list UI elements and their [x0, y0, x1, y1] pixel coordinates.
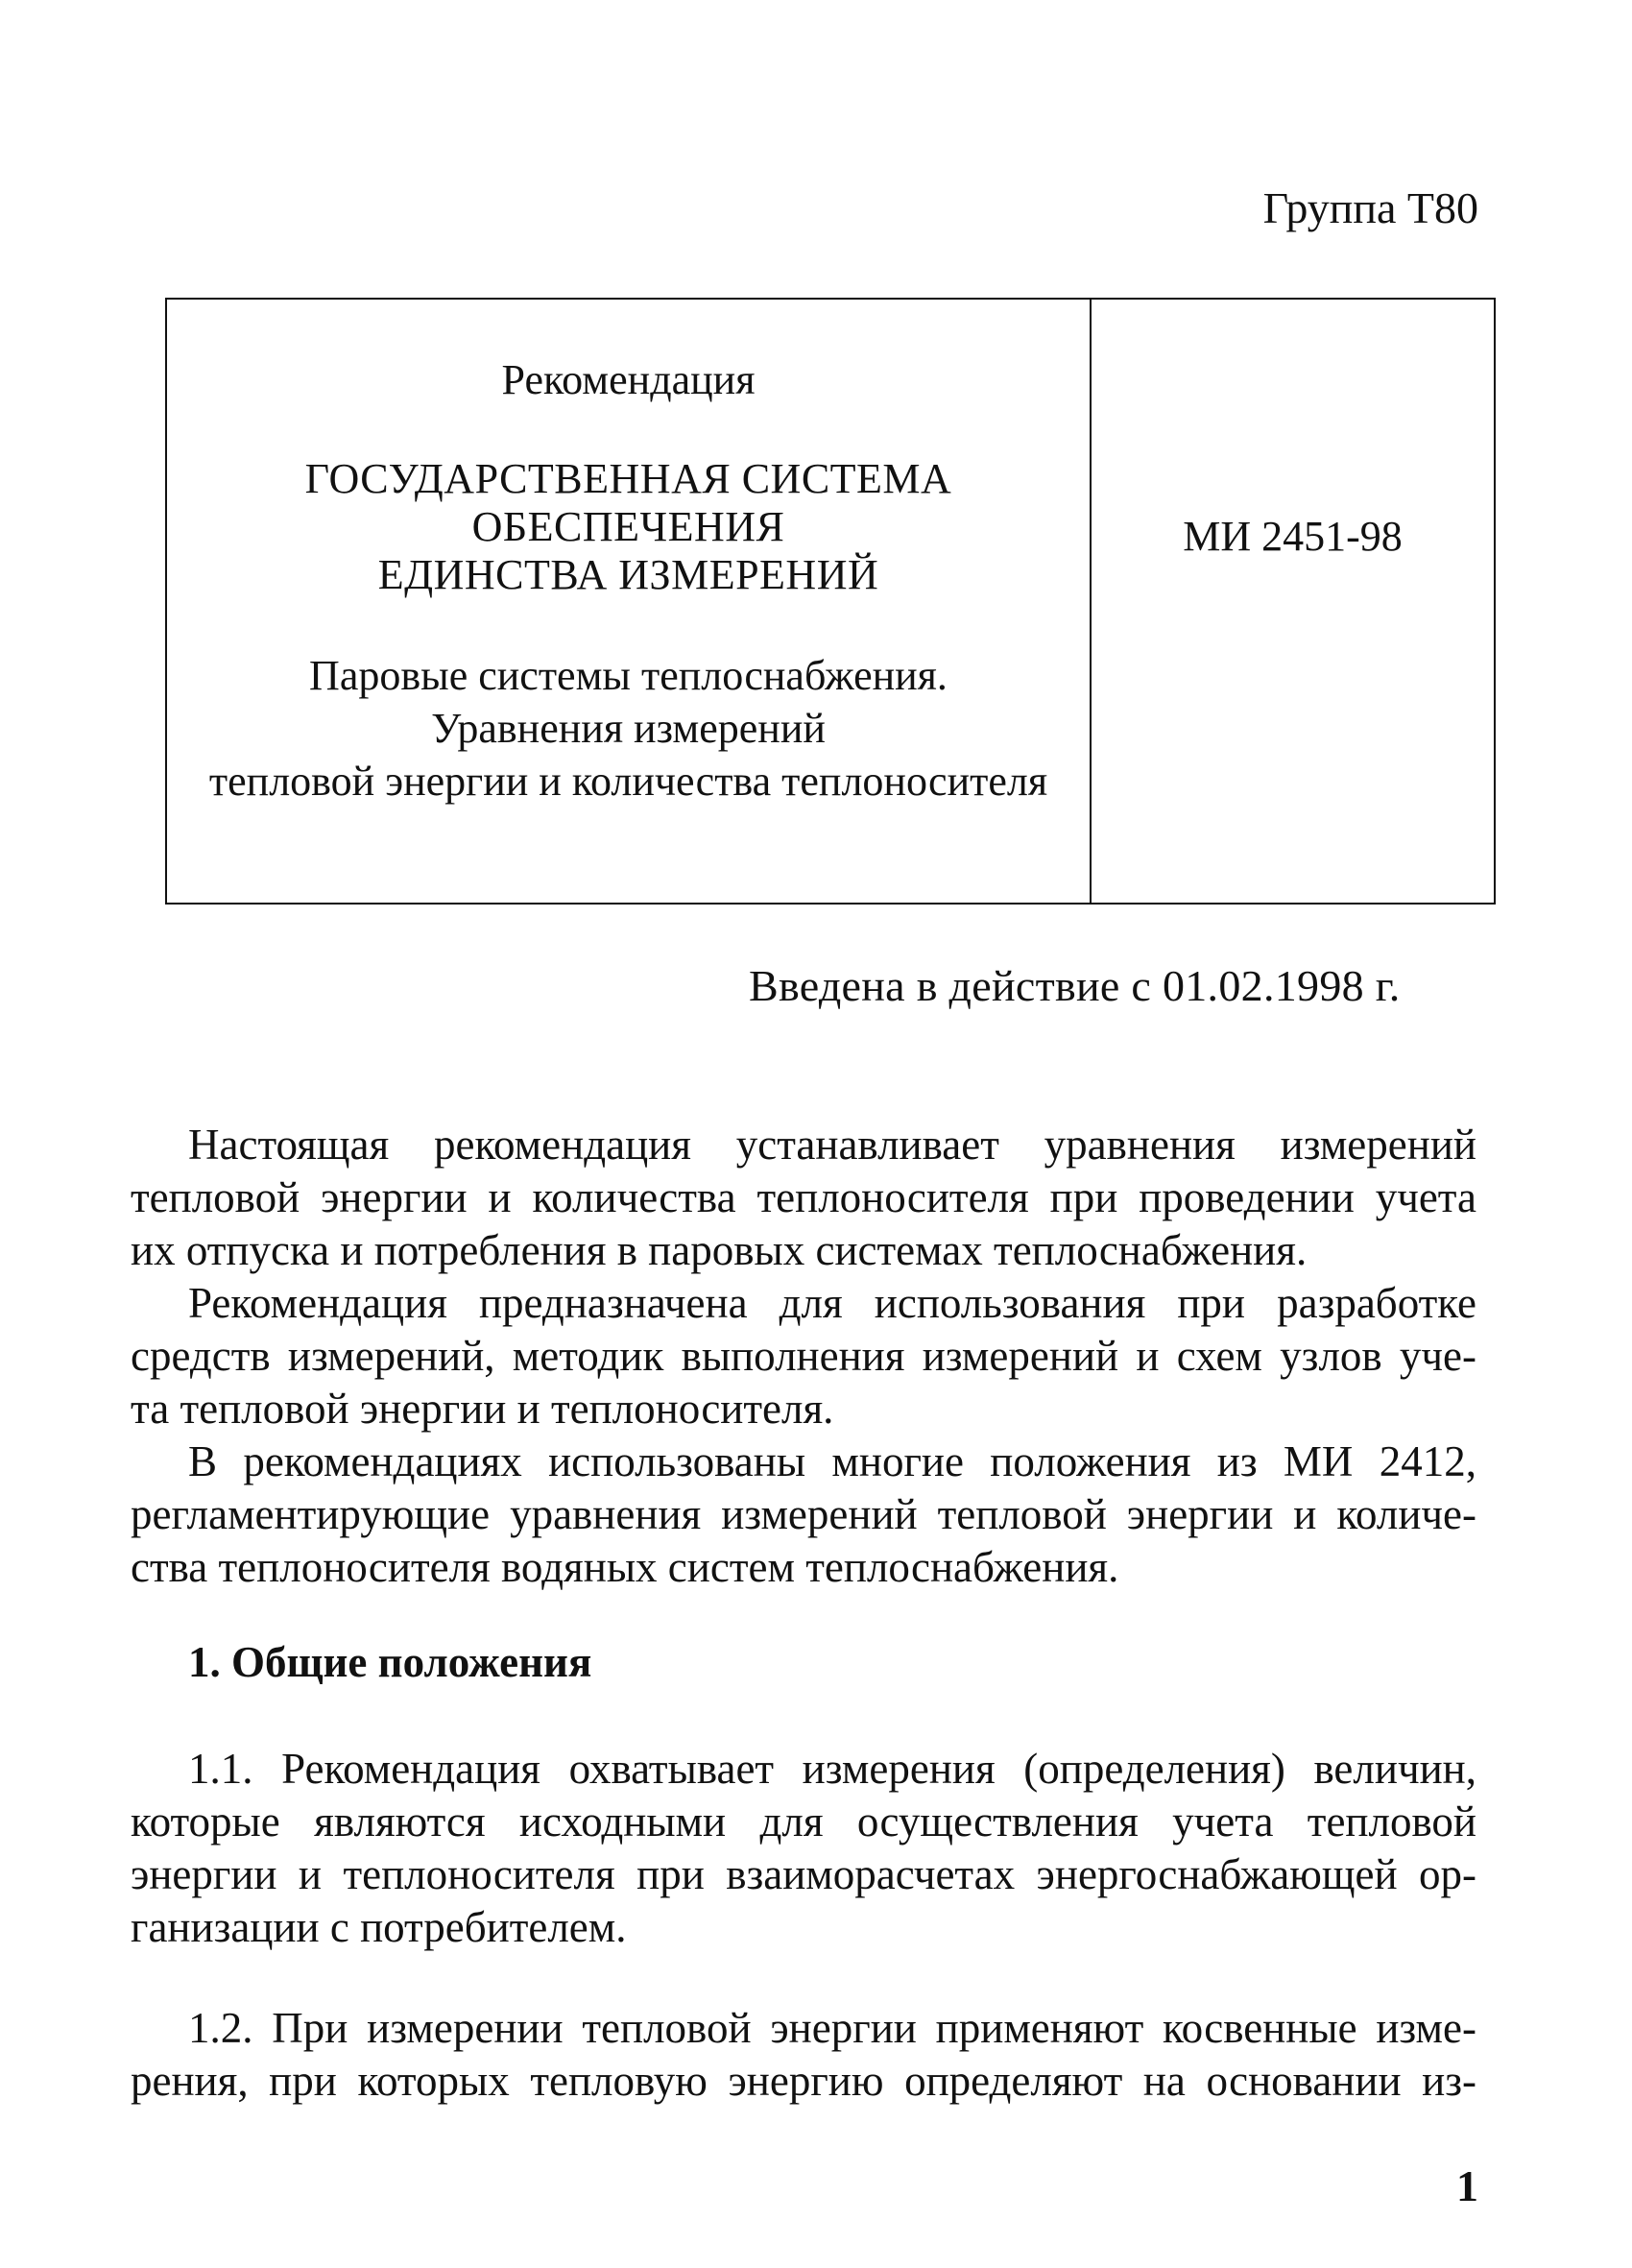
intro-paragraph-1	[131, 1119, 1476, 1277]
section-1-2-paragraph	[131, 2002, 1476, 2108]
group-label: Группа Т80	[1262, 183, 1478, 232]
system-line-1: ГОСУДАРСТВЕННАЯ СИСТЕМА	[304, 455, 952, 502]
paragraph-line: 1.2. При измерении тепловой энергии применяют косвенные изме-	[188, 2004, 1476, 2052]
paragraph-line: Настоящая рекомендация устанавливает уравнения измерений	[188, 1121, 1476, 1169]
intro-paragraph-3	[131, 1436, 1476, 1594]
title-line-2: Уравнения измерений	[431, 705, 826, 752]
effective-date: Введена в действие с 01.02.1998 г.	[749, 961, 1401, 1010]
paragraph-line: регламентирующие уравнения измерений тепловой энергии и количе-	[131, 1490, 1476, 1538]
section-1-1-paragraph	[131, 1743, 1476, 1954]
header-title-cell	[167, 300, 1092, 903]
paragraph-line: которые являются исходными для осуществления учета тепловой	[131, 1798, 1476, 1846]
paragraph-line: ганизации с потребителем.	[131, 1903, 627, 1951]
paragraph-line: 1.1. Рекомендация охватывает измерения (определения) величин,	[188, 1745, 1476, 1793]
doc-code: МИ 2451-98	[1183, 513, 1403, 560]
paragraph-line: их отпуска и потребления в паровых системах теплоснабжения.	[131, 1226, 1308, 1274]
intro-paragraph-2	[131, 1277, 1476, 1436]
paragraph-line: В рекомендациях использованы многие положения из МИ 2412,	[188, 1437, 1476, 1485]
paragraph-line: рения, при которых тепловую энергию определяют на основании из-	[131, 2057, 1476, 2105]
paragraph-line: энергии и теплоносителя при взаиморасчетах энергоснабжающей ор-	[131, 1850, 1476, 1898]
paragraph-line: тепловой энергии и количества теплоносителя при проведении учета	[131, 1173, 1476, 1221]
header-code-cell	[1092, 300, 1494, 903]
paragraph-line: Рекомендация предназначена для использования при разработке	[188, 1279, 1476, 1327]
header-box	[165, 298, 1496, 905]
system-line-2: ОБЕСПЕЧЕНИЯ	[471, 503, 785, 550]
paragraph-line: ства теплоносителя водяных систем теплоснабжения.	[131, 1543, 1119, 1591]
paragraph-line: средств измерений, методик выполнения измерений и схем узлов уче-	[131, 1332, 1476, 1380]
title-line-1: Паровые системы теплоснабжения.	[309, 652, 948, 699]
section-1-heading: 1. Общие положения	[188, 1638, 592, 1686]
doc-type: Рекомендация	[501, 356, 756, 403]
title-line-3: тепловой энергии и количества теплоносителя	[208, 758, 1048, 805]
paragraph-line: та тепловой энергии и теплоносителя.	[131, 1385, 834, 1433]
system-line-3: ЕДИНСТВА ИЗМЕРЕНИЙ	[377, 551, 879, 598]
page-number: 1	[1456, 2161, 1478, 2210]
